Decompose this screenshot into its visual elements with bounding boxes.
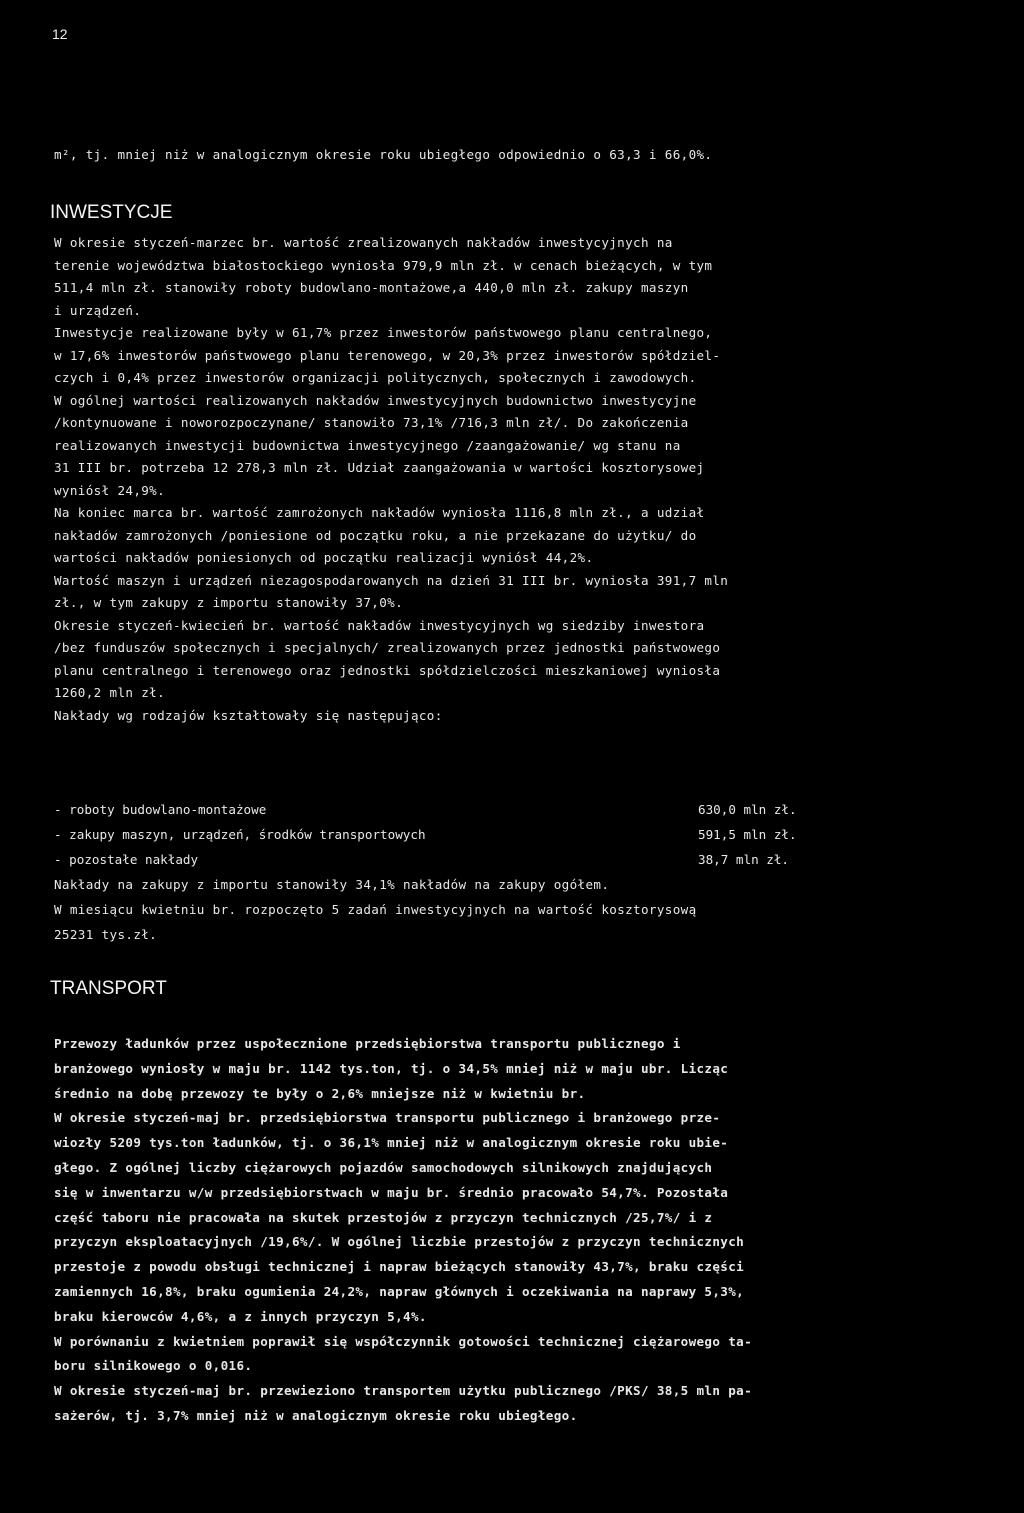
text-line: W porównaniu z kwietniem poprawił się współczynnik gotowości technicznej ciężarowego ta- <box>54 1333 753 1349</box>
text-line: część taboru nie pracowała na skutek przestojów z przyczyn technicznych /25,7%/ i z <box>54 1209 713 1225</box>
text-line: Nakłady na zakupy z importu stanowiły 34,1% nakładów na zakupy ogółem. <box>54 877 610 892</box>
text-line: sażerów, tj. 3,7% mniej niż w analogicznym okresie roku ubiegłego. <box>54 1408 578 1423</box>
text-line: realizowanych inwestycji budownictwa inwestycyjnego /zaangażowanie/ wg stanu na <box>54 437 681 453</box>
text-line: branżowego wyniosły w maju br. 1142 tys.ton, tj. o 34,5% mniej niż w maju ubr. Licząc <box>54 1060 729 1076</box>
text-line: zamiennych 16,8%, braku ogumienia 24,2%, napraw głównych i oczekiwania na naprawy 5,3%, <box>54 1284 745 1299</box>
text-line: wiozły 5209 tys.ton ładunków, tj. o 36,1% mniej niż w analogicznym okresie roku ubie- <box>54 1135 729 1151</box>
text-line: 31 III br. potrzeba 12 278,3 mln zł. Udział zaangażowania w wartości kosztorysowej <box>54 460 705 475</box>
text-line: się w inwentarzu w/w przedsiębiorstwach w maju br. średnio pracowało 54,7%. Pozostała <box>54 1184 729 1200</box>
text-line: /bez funduszów społecznych i specjalnych/ zrealizowanych przez jednostki państwowego <box>54 640 721 655</box>
text-line: W miesiącu kwietniu br. rozpoczęto 5 zadań inwestycyjnych na wartość kosztorysową <box>54 902 697 917</box>
text-line: planu centralnego i terenowego oraz jednostki spółdzielczości mieszkaniowej wyniosła <box>54 662 721 678</box>
text-line: braku kierowców 4,6%, a z innych przyczyn 5,4%. <box>54 1308 427 1324</box>
text-line: terenie województwa białostockiego wyniosła 979,9 mln zł. w cenach bieżących, w tym <box>54 257 713 273</box>
text-line: wartości nakładów poniesionych od początku realizacji wyniósł 44,2%. <box>54 550 594 565</box>
breakdown-value: 591,5 mln zł. <box>698 827 797 842</box>
section-heading-transport: TRANSPORT <box>50 978 167 999</box>
text-line: W okresie styczeń-maj br. przedsiębiorstwa transportu publicznego i branżowego prze- <box>54 1110 721 1126</box>
breakdown-label: - pozostałe nakłady <box>54 852 199 867</box>
text-line: głego. Z ogólnej liczby ciężarowych pojazdów samochodowych silnikowych znajdujących <box>54 1160 713 1175</box>
text-line: przyczyn eksploatacyjnych /19,6%/. W ogólnej liczbie przestojów z przyczyn technicznych <box>54 1234 745 1250</box>
text-line: Wartość maszyn i urządzeń niezagospodarowanych na dzień 31 III br. wyniosła 391,7 mln <box>54 572 729 588</box>
text-line: i urządzeń. <box>54 302 142 318</box>
text-line: Okresie styczeń-kwiecień br. wartość nakładów inwestycyjnych wg siedziby inwestora <box>54 617 705 633</box>
text-line: boru silnikowego o 0,016. <box>54 1358 253 1374</box>
text-line: 25231 tys.zł. <box>54 927 158 942</box>
text-line: 1260,2 mln zł. <box>54 685 166 700</box>
breakdown-value: 38,7 mln zł. <box>698 852 789 867</box>
text-line: W ogólnej wartości realizowanych nakładów inwestycyjnych budownictwo inwestycyjne <box>54 392 697 408</box>
text-line: przestoje z powodu obsługi technicznej i napraw bieżących stanowiły 43,7%, braku części <box>54 1259 745 1275</box>
text-line: W okresie styczeń-maj br. przewieziono transportem użytku publicznego /PKS/ 38,5 mln pa- <box>54 1383 753 1399</box>
text-line: Na koniec marca br. wartość zamrożonych nakładów wyniosła 1116,8 mln zł., a udział <box>54 505 705 520</box>
text-line: Przewozy ładunków przez uspołecznione przedsiębiorstwa transportu publicznego i <box>54 1036 681 1051</box>
text-line: wyniósł 24,9%. <box>54 482 166 498</box>
text-line: w 17,6% inwestorów państwowego planu terenowego, w 20,3% przez inwestorów spółdziel- <box>54 347 721 363</box>
text-line: W okresie styczeń-marzec br. wartość zrealizowanych nakładów inwestycyjnych na <box>54 235 673 250</box>
text-line: /kontynuowane i noworozpoczynane/ stanowiło 73,1% /716,3 mln zł/. Do zakończenia <box>54 415 689 430</box>
page-number: 12 <box>52 26 68 42</box>
text-line: 511,4 mln zł. stanowiły roboty budowlano-montażowe,a 440,0 mln zł. zakupy maszyn <box>54 280 689 295</box>
text-line: średnio na dobę przewozy te były o 2,6% mniejsze niż w kwietniu br. <box>54 1085 586 1101</box>
text-line: zł., w tym zakupy z importu stanowiły 37,0%. <box>54 595 404 610</box>
text-line: czych i 0,4% przez inwestorów organizacji politycznych, społecznych i zawodowych. <box>54 370 697 385</box>
intro-line: m², tj. mniej niż w analogicznym okresie roku ubiegłego odpowiednio o 63,3 i 66,0%. <box>54 147 713 162</box>
text-line: nakładów zamrożonych /poniesione od początku roku, a nie przekazane do użytku/ do <box>54 527 697 543</box>
section-heading-investments: INWESTYCJE <box>50 202 173 223</box>
text-line: Nakłady wg rodzajów kształtowały się następująco: <box>54 707 443 723</box>
text-line: Inwestycje realizowane były w 61,7% przez inwestorów państwowego planu centralnego, <box>54 325 713 340</box>
breakdown-label: - roboty budowlano-montażowe <box>54 802 267 817</box>
breakdown-label: - zakupy maszyn, urządzeń, środków transportowych <box>54 827 426 842</box>
breakdown-value: 630,0 mln zł. <box>698 802 797 817</box>
